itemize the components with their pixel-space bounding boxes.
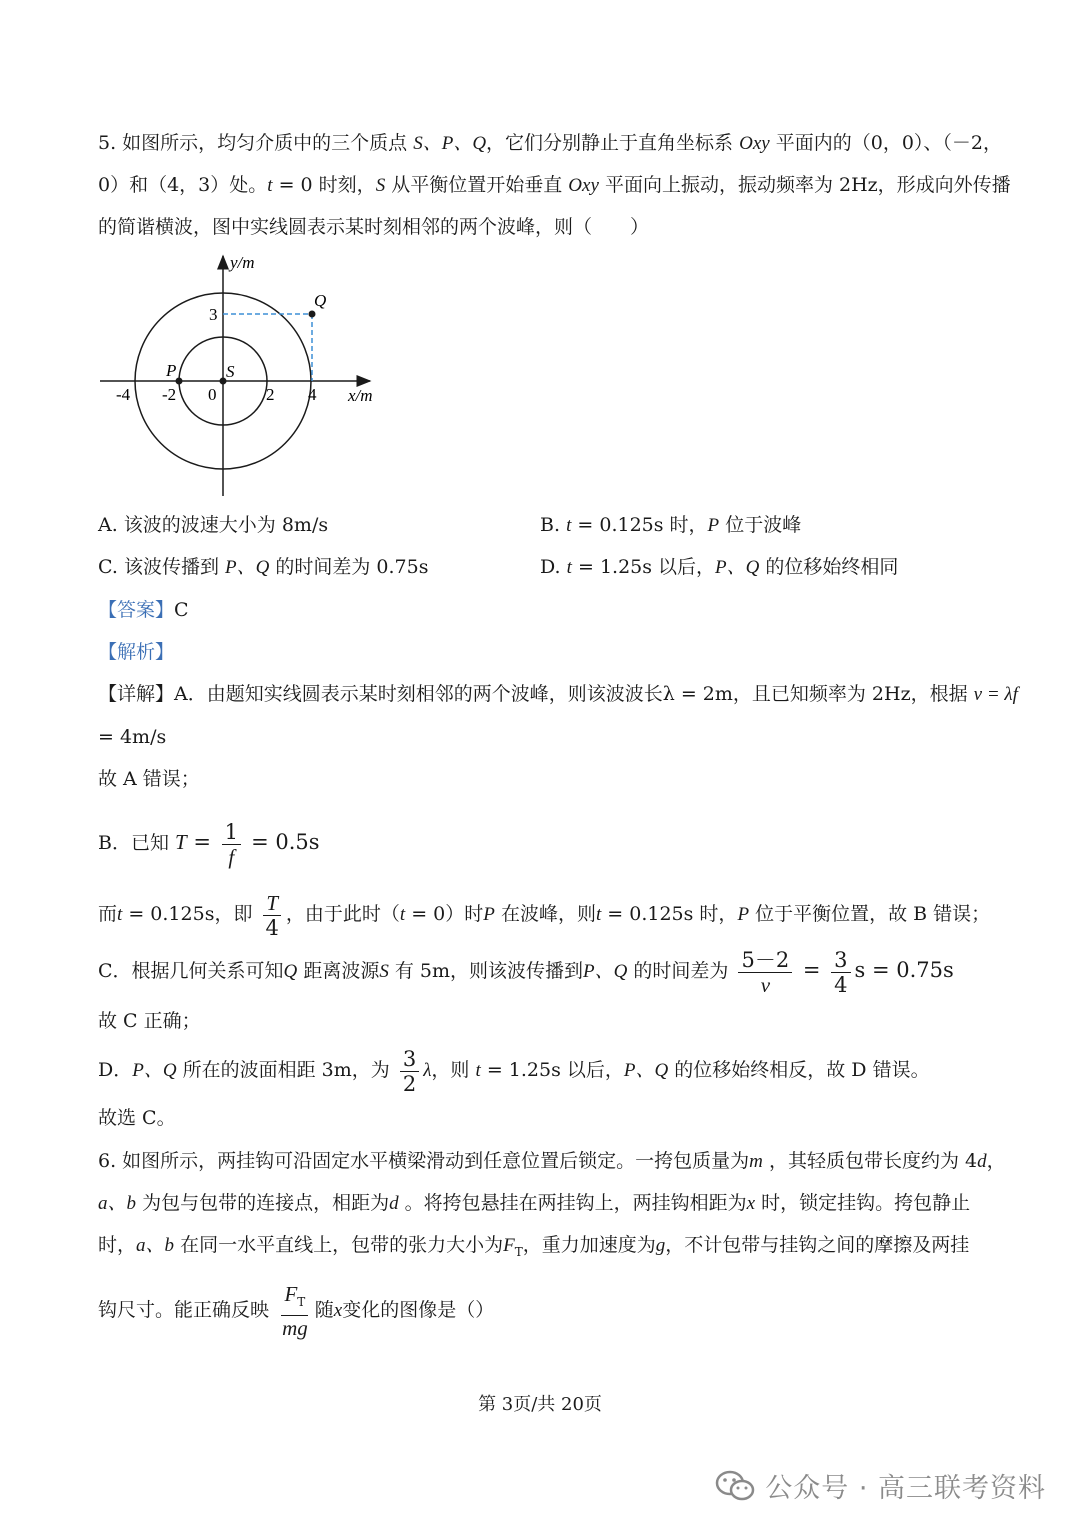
fraction-t-over-4: $\frac{T}{4}$: [263, 891, 282, 940]
answer-tag: 【答案】: [98, 599, 175, 621]
y-axis-label: y/m: [230, 253, 255, 272]
option-a: A. 该波的波速大小为 8m/s: [98, 514, 329, 536]
fraction-3-over-4: $\frac{3}{4}$: [831, 948, 850, 997]
tick-neg2: -2: [162, 385, 177, 404]
solution-a-line-3: 故 A 错误；: [98, 768, 200, 790]
answer-value: C: [174, 599, 189, 621]
q5-line-1: 5. 如图所示，均匀介质中的三个质点 S、P、Q，它们分别静止于直角坐标系 Oxy 平面内的（0，0）、（－2，: [98, 132, 1003, 154]
q6-line-4: 钩尺寸。能正确反映 $\frac{F_T}{mg}$ 随x变化的图像是（）: [98, 1282, 495, 1340]
q6-line-2: a、b 为包与包带的连接点，相距为d 。将挎包悬挂在两挂钩上，两挂钩相距为x 时，锁定挂钩。挎包静止: [98, 1192, 971, 1214]
q6-line-3: 时，a、b 在同一水平直线上，包带的张力大小为$F_T$，重力加速度为g，不计包带与挂钩之间的摩擦及两挂: [98, 1234, 970, 1259]
solution-d-line-1: D．P、Q 所在的波面相距 3m，为 $\frac{3}{2}$ λ，则 t = 1.25s 以后，P、Q 的位移始终相反，故 D 错误。: [98, 1046, 930, 1096]
option-b: B. t = 0.125s 时，P 位于波峰: [540, 514, 802, 536]
watermark-text: 公众号 · 高三联考资料: [765, 1473, 1046, 1504]
solution-a-line-1: 【详解】A．由题知实线圆表示某时刻相邻的两个波峰，则该波波长λ = 2m，且已知频率为 2Hz，根据 v = λf: [98, 683, 1018, 705]
fraction-3-over-2: $\frac{3}{2}$: [400, 1047, 419, 1096]
origin-label: 0: [208, 385, 217, 404]
tick-2: 2: [266, 385, 275, 404]
option-c: C. 该波传播到 P、Q 的时间差为 0.75s: [98, 556, 429, 578]
tick-4: 4: [308, 385, 317, 404]
solution-final: 故选 C。: [98, 1107, 176, 1129]
q5-line-3: 的简谐横波，图中实线圆表示某时刻相邻的两个波峰，则（ ）: [98, 216, 650, 238]
point-q-dot: [309, 311, 316, 318]
q5-line-2: 0）和（4，3）处。t = 0 时刻，S 从平衡位置开始垂直 Oxy 平面向上振动，振动频率为 2Hz，形成向外传播: [98, 174, 1011, 196]
wechat-icon: [715, 1469, 755, 1503]
fraction-ft-over-mg: $\frac{F_T}{mg}$: [282, 1282, 308, 1340]
point-s-label: S: [226, 362, 235, 381]
answer-line: [98, 597, 189, 623]
analysis-line: [98, 639, 174, 665]
solution-c-line-2: 故 C 正确；: [98, 1010, 201, 1032]
tick-3: 3: [209, 305, 218, 324]
solution-c-line-1: C．根据几何关系可知Q 距离波源S 有 5m，则该波传播到P、Q 的时间差为 $\frac{5-2}{v}$ = $\frac{3}{4}$ s = 0.75s: [98, 947, 954, 997]
fraction-1-over-f: $\frac{1}{f}$: [222, 820, 241, 869]
point-p-dot: [176, 378, 183, 385]
fraction-distance-over-v: $\frac{5-2}{v}$: [738, 948, 792, 997]
solution-b-line-2: 而t = 0.125s，即 $\frac{T}{4}$ ，由于此时（t = 0）时P 在波峰，则t = 0.125s 时，P 位于平衡位置，故 B 错误；: [98, 890, 991, 940]
q6-line-1: 6. 如图所示，两挂钩可沿固定水平横梁滑动到任意位置后锁定。一挎包质量为m ，其轻质包带长度约为 4d，: [98, 1150, 1006, 1172]
point-q-label: Q: [314, 291, 327, 310]
option-d: D. t = 1.25s 以后，P、Q 的位移始终相同: [540, 556, 899, 578]
solution-b-line-1: B．已知 T = $\frac{1}{f}$ = 0.5s: [98, 819, 320, 869]
page-footer: 第 3页/共 20页: [478, 1394, 602, 1415]
solution-a-line-2: = 4m/s: [98, 726, 167, 748]
tick-neg4: -4: [116, 385, 131, 404]
watermark: [715, 1466, 1046, 1505]
wave-figure: [98, 250, 398, 500]
point-p-label: P: [166, 361, 177, 380]
analysis-tag: 【解析】: [98, 641, 175, 663]
x-axis-label: x/m: [348, 386, 373, 405]
